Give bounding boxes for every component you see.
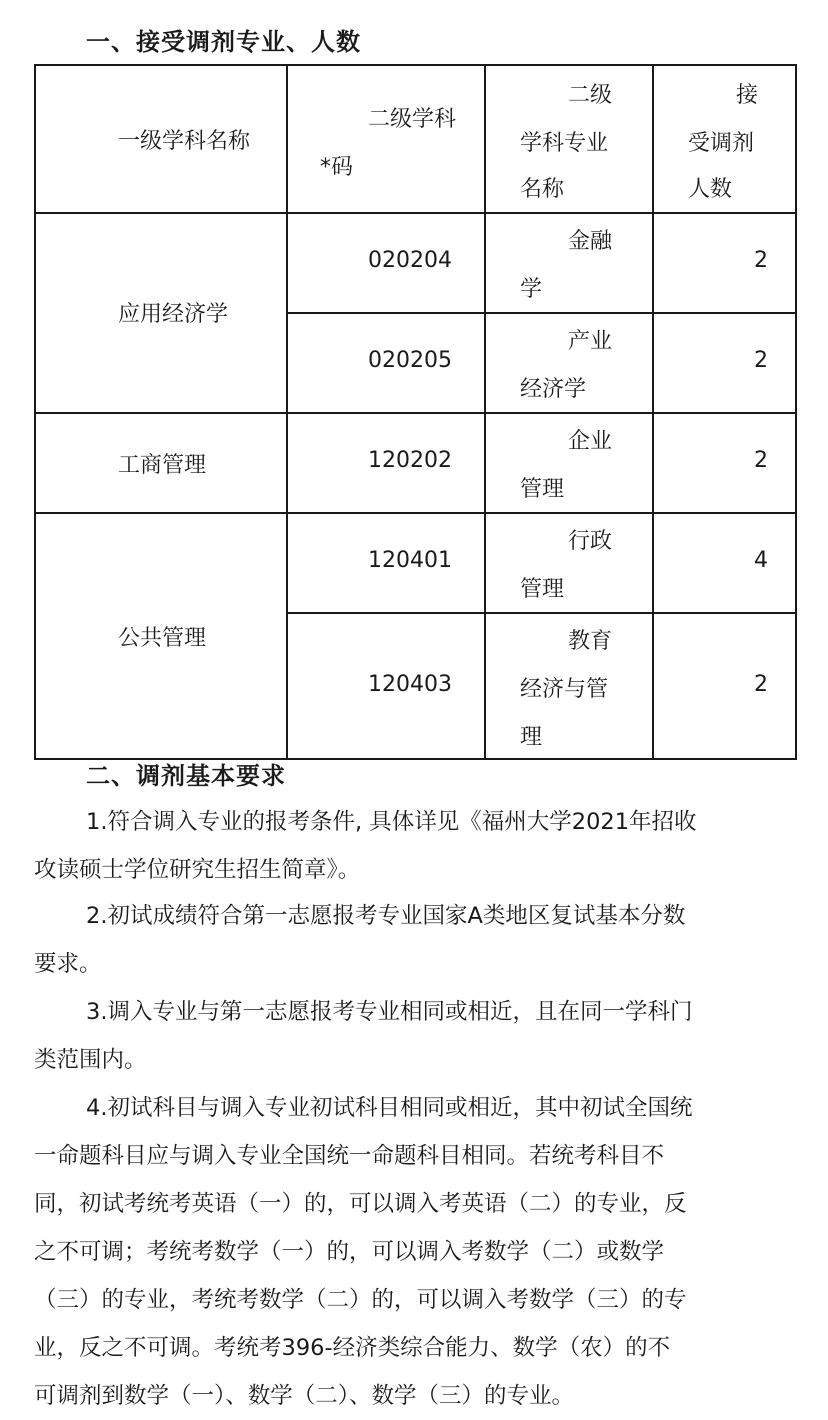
discipline-name: 应用经济学 xyxy=(118,302,229,327)
code-cell xyxy=(287,313,485,413)
quota-cell xyxy=(653,413,796,513)
requirement-item-4 xyxy=(34,1084,794,1420)
discipline-cell xyxy=(35,413,287,513)
quota-table xyxy=(34,64,797,760)
paragraph-line: 类范围内。 xyxy=(34,1047,147,1073)
requirement-item-1 xyxy=(34,798,794,894)
quota-value: 2 xyxy=(754,248,768,273)
header-code xyxy=(287,65,485,213)
discipline-cell xyxy=(35,513,287,759)
header-label-line: 接 xyxy=(736,83,759,108)
major-cell xyxy=(485,513,653,613)
major-name-line: 经济学 xyxy=(520,377,587,402)
major-name-line: 理 xyxy=(520,725,543,750)
header-label-line: 二级 xyxy=(568,83,613,108)
discipline-cell xyxy=(35,213,287,413)
header-label-line: 学科专业 xyxy=(520,131,609,156)
paragraph-line: 3.调入专业与第一志愿报考专业相同或相近，且在同一学科门 xyxy=(86,999,693,1025)
major-code: 020204 xyxy=(368,248,452,273)
paragraph-line: 2.初试成绩符合第一志愿报考专业国家A类地区复试基本分数 xyxy=(86,903,686,929)
major-code: 120202 xyxy=(368,448,452,473)
paragraph-line: 业，反之不可调。考统考396-经济类综合能力、数学（农）的不 xyxy=(34,1335,671,1361)
major-name-line: 企业 xyxy=(568,429,613,454)
major-name-line: 行政 xyxy=(568,529,613,554)
major-cell xyxy=(485,313,653,413)
major-name-line: 管理 xyxy=(520,477,565,502)
header-label-line: *码 xyxy=(320,155,354,180)
major-cell xyxy=(485,613,653,759)
requirement-item-2 xyxy=(34,892,794,988)
quota-value: 4 xyxy=(754,548,768,573)
paragraph-line: 可调剂到数学（一）、数学（二）、数学（三）的专业。 xyxy=(34,1383,575,1409)
major-name-line: 学 xyxy=(520,277,543,302)
paragraph-line: 之不可调；考统考数学（一）的，可以调入考数学（二）或数学 xyxy=(34,1239,665,1265)
quota-cell xyxy=(653,213,796,313)
header-label-line: 二级学科 xyxy=(368,107,457,132)
quota-cell xyxy=(653,613,796,759)
paragraph-line: 同，初试考统考英语（一）的，可以调入考英语（二）的专业，反 xyxy=(34,1191,687,1217)
table-row xyxy=(35,413,796,513)
major-cell xyxy=(485,213,653,313)
table-row xyxy=(35,213,796,313)
paragraph-line: 4.初试科目与调入专业初试科目相同或相近，其中初试全国统 xyxy=(86,1095,693,1121)
code-cell xyxy=(287,413,485,513)
header-label-line: 人数 xyxy=(688,177,733,202)
discipline-name: 公共管理 xyxy=(118,626,207,651)
major-code: 120403 xyxy=(368,672,452,697)
header-quota xyxy=(653,65,796,213)
header-label-line: 受调剂 xyxy=(688,131,755,156)
major-cell xyxy=(485,413,653,513)
quota-value: 2 xyxy=(754,672,768,697)
paragraph-line: （三）的专业，考统考数学（二）的，可以调入考数学（三）的专 xyxy=(34,1287,687,1313)
major-name-line: 管理 xyxy=(520,577,565,602)
quota-cell xyxy=(653,313,796,413)
table-header-row xyxy=(35,65,796,213)
quota-cell xyxy=(653,513,796,613)
header-label: 一级学科名称 xyxy=(118,129,251,154)
code-cell xyxy=(287,213,485,313)
quota-value: 2 xyxy=(754,348,768,373)
paragraph-line: 一命题科目应与调入专业全国统一命题科目相同。若统考科目不 xyxy=(34,1143,665,1169)
major-name-line: 经济与管 xyxy=(520,677,609,702)
major-code: 020205 xyxy=(368,348,452,373)
paragraph-line: 要求。 xyxy=(34,951,102,977)
major-name-line: 教育 xyxy=(568,629,613,654)
section-1-title: 一、接受调剂专业、人数 xyxy=(86,28,361,56)
paragraph-line: 1.符合调入专业的报考条件, 具体详见《福州大学2021年招收 xyxy=(86,809,697,835)
paragraph-line: 攻读硕士学位研究生招生简章》。 xyxy=(34,857,361,883)
header-second-level-major xyxy=(485,65,653,213)
header-label-line: 名称 xyxy=(520,177,565,202)
major-code: 120401 xyxy=(368,548,452,573)
quota-value: 2 xyxy=(754,448,768,473)
major-name-line: 产业 xyxy=(568,329,613,354)
requirement-item-3 xyxy=(34,988,794,1084)
discipline-name: 工商管理 xyxy=(118,453,207,478)
major-name-line: 金融 xyxy=(568,229,613,254)
code-cell xyxy=(287,513,485,613)
code-cell xyxy=(287,613,485,759)
header-first-level-discipline xyxy=(35,65,287,213)
section-2-title: 二、调剂基本要求 xyxy=(86,762,286,790)
table-row xyxy=(35,513,796,613)
